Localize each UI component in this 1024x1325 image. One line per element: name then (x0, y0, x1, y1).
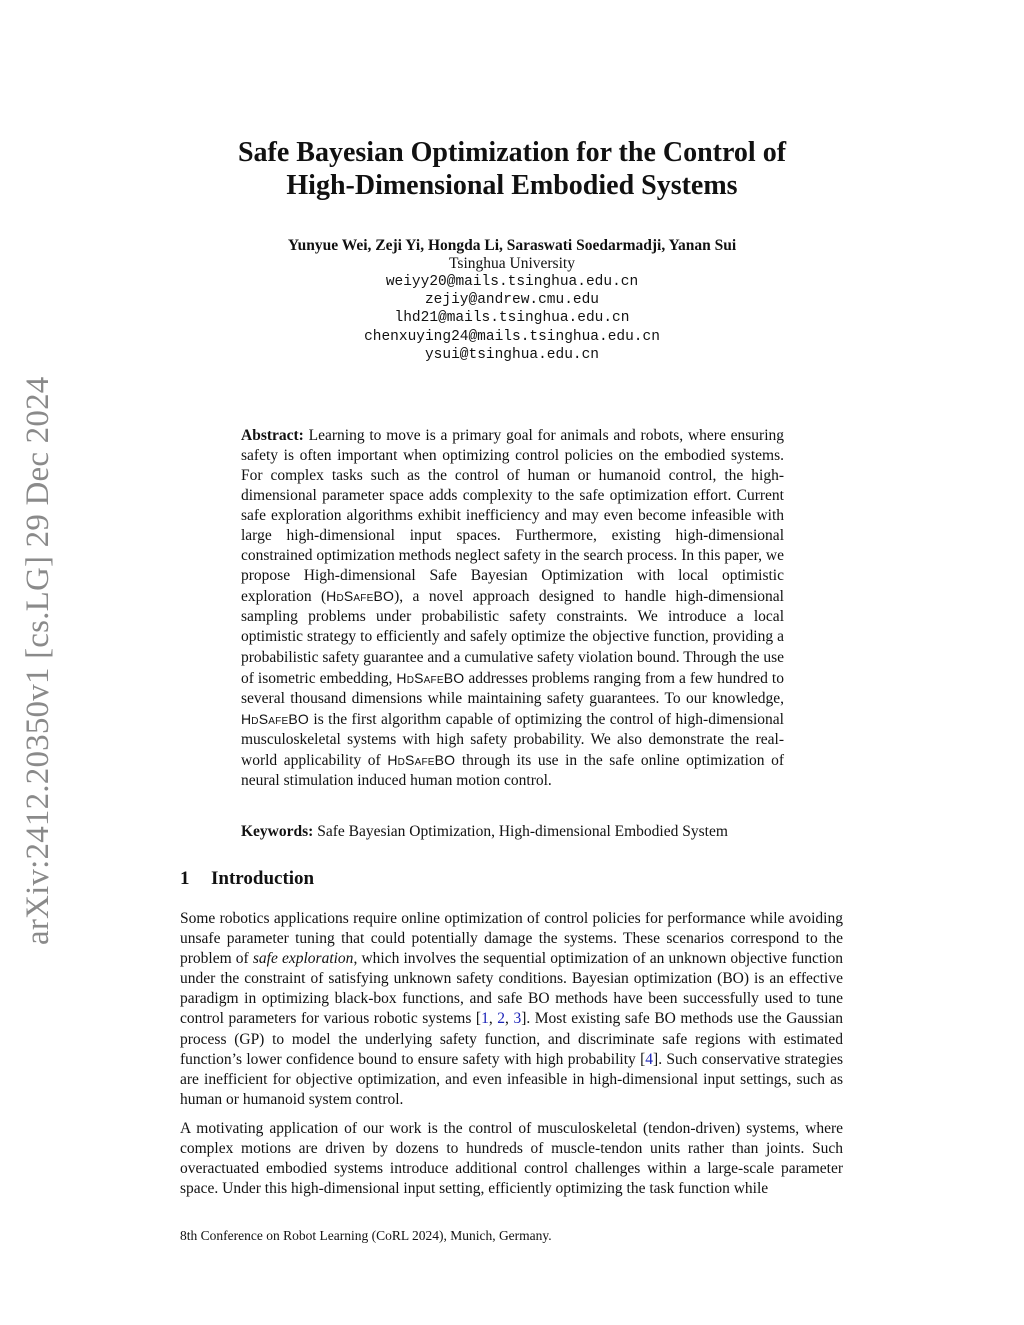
paper-title (180, 136, 844, 202)
intro-paragraph-2: A motivating application of our work is the control of musculoskeletal (tendon-driven) systems, where complex motions are driven by dozens to hundreds of muscle-tendon units rather than joints. Such overactuated embodied systems introduce additional control challenges within a large-scale parameter space. Under this high-dimensional input setting, efficiently optimizing the task function while (180, 1120, 843, 1198)
intro-text-1: Some robotics applications require online optimization of control policies for performance while avoiding unsafe parameter tuning that could potentially damage the systems. These scenarios correspond to the problem of (180, 910, 843, 968)
citation-link[interactable]: 3 (513, 1010, 522, 1028)
keywords-text: Safe Bayesian Optimization, High-dimensional Embodied System (317, 823, 728, 840)
method-name: HdSafeBO (396, 669, 465, 686)
method-name: HdSafeBO (326, 588, 395, 605)
intro-text-4: ]. Such conservative strategies are inefficient for objective optimization, and even infeasible in high-dimensional input settings, such as human or humanoid system control. (180, 1050, 843, 1108)
author-email[interactable]: zejiy@andrew.cmu.edu (424, 292, 600, 309)
citation-link[interactable]: 2 (497, 1010, 505, 1028)
abstract-text-part4: is the first algorithm capable of optimizing the control of high-dimensional musculoskeletal systems with high safety probability. We also demonstrate the real-world applicability of (241, 710, 784, 769)
citation-link[interactable]: 1 (481, 1010, 489, 1028)
emphasis-safe-exploration: safe exploration (252, 950, 354, 968)
arxiv-identifier: arXiv:2412.20350v1 [cs.LG] 29 Dec 2024 (20, 376, 56, 945)
intro-text-3: ]. Most existing safe BO methods use the Gaussian process (GP) to model the underlying safety function, and discriminate safe regions with estimated function’s lower confidence bound to ensure safety with high probability [ (180, 1010, 844, 1068)
section-number: 1 (180, 868, 190, 889)
author-affiliation: Tsinghua University (449, 255, 575, 272)
title-line-1: Safe Bayesian Optimization for the Control of (237, 137, 787, 168)
keywords-label: Keywords: (241, 823, 314, 840)
title-line-2: High-Dimensional Embodied Systems (286, 170, 738, 201)
citation-separator: , (505, 1010, 514, 1028)
section-title: Introduction (211, 868, 315, 889)
abstract-text-part5: through its use in the safe online optimization of neural stimulation induced human motion control. (241, 751, 784, 789)
method-name: HdSafeBO (387, 751, 456, 768)
intro-text-2: , which involves the sequential optimization of an unknown objective function under the constraint of satisfying unknown safety conditions. Bayesian optimization (BO) is an effective paradigm in optimizing black-box functions, and safe BO methods have been successfully used to tune control parameters for various robotic systems [ (180, 950, 843, 1028)
abstract-text-part3: addresses problems ranging from a few hundred to several thousand dimensions while maintaining safety guarantees. To our knowledge, (241, 669, 784, 707)
author-email[interactable]: lhd21@mails.tsinghua.edu.cn (394, 310, 630, 327)
citation-separator: , (488, 1010, 498, 1028)
author-email[interactable]: weiyy20@mails.tsinghua.edu.cn (385, 274, 639, 290)
method-name: HdSafeBO (241, 710, 309, 727)
conference-footer: 8th Conference on Robot Learning (CoRL 2024), Munich, Germany. (180, 1228, 552, 1243)
intro-paragraph-1 (180, 909, 843, 1110)
keywords-line (241, 822, 821, 842)
author-email[interactable]: ysui@tsinghua.edu.cn (424, 346, 600, 363)
abstract-label: Abstract: (241, 427, 304, 444)
abstract-paragraph (241, 426, 784, 791)
abstract-text-part2: ), a novel approach designed to handle high-dimensional sampling problems under probabilistic safety constraints. We introduce a local optimistic strategy to efficiently and safely optimize the objective function, providing a probabilistic safety guarantee and a cumulative safety violation bound. Through the use of isometric embedding, (241, 588, 784, 687)
citation-link[interactable]: 4 (645, 1050, 654, 1068)
section-heading-introduction (180, 868, 314, 890)
author-block (180, 237, 844, 364)
author-names: Yunyue Wei, Zeji Yi, Hongda Li, Saraswati Soedarmadji, Yanan Sui (287, 237, 737, 254)
abstract-text-part1: Learning to move is a primary goal for animals and robots, where ensuring safety is often important when optimizing control policies on the embodied systems. For complex tasks such as the control of human or humanoid control, the high-dimensional parameter space adds complexity to the safe optimization effort. Current safe exploration algorithms exhibit inefficiency and may even become infeasible with large high-dimensional input spaces. Furthermore, existing high-dimensional constrained optimization methods neglect safety in the search process. In this paper, we propose High-dimensional Safe Bayesian Optimization with local optimistic exploration ( (241, 427, 784, 606)
author-email[interactable]: chenxuying24@mails.tsinghua.edu.cn (364, 328, 660, 345)
